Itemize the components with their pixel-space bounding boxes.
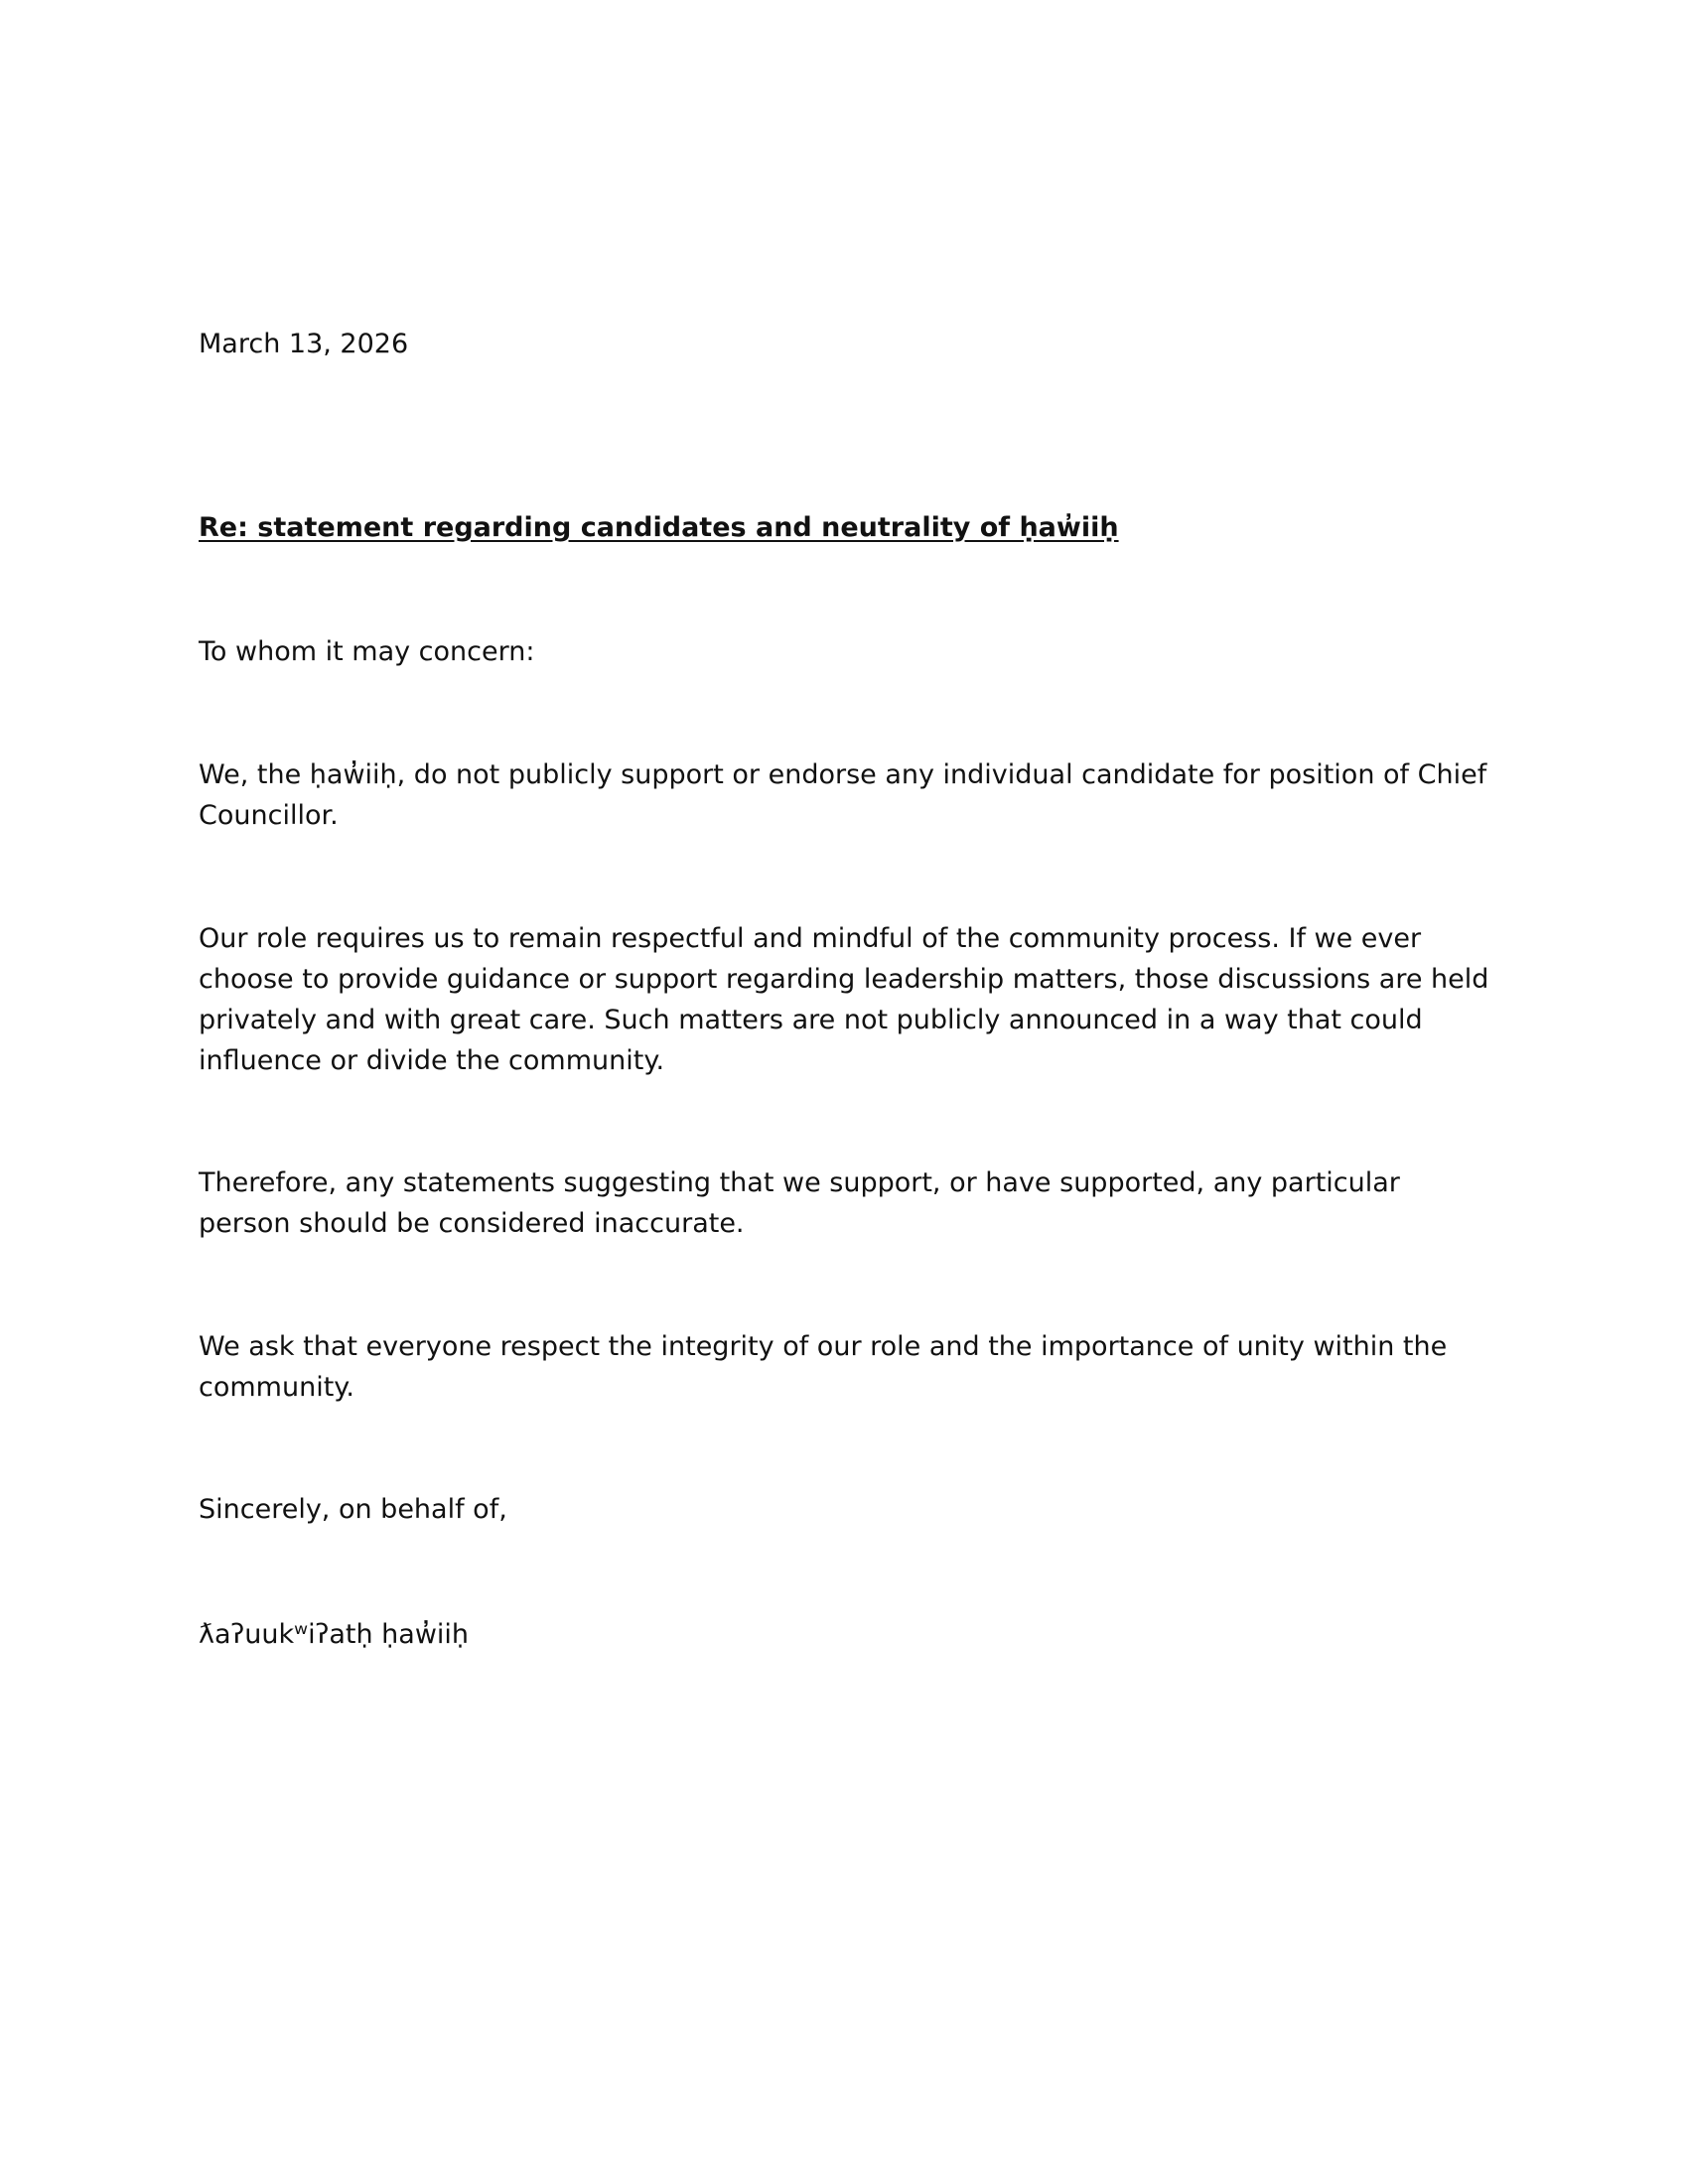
letter-paragraph: Our role requires us to remain respectful and mindful of the community process. If we ever choose to provide guidance or support regarding leadership matters, those discussions are held privately and with great care. Such matters are not publicly announced in a way that could influence or divide the community. (199, 923, 1489, 1076)
letter-paragraph: We, the ḥaw̓iiḥ, do not publicly support or endorse any individual candidate for position of Chief Councillor. (199, 759, 1487, 831)
letter-signature: ƛaʔuukʷiʔatḥ ḥaw̓iiḥ (199, 1619, 470, 1650)
letter-paragraph: Therefore, any statements suggesting that we support, or have supported, any particular person should be considered inaccurate. (199, 1167, 1400, 1239)
letter-paragraph: We ask that everyone respect the integrity of our role and the importance of unity within the community. (199, 1331, 1448, 1403)
letter-closing: Sincerely, on behalf of, (199, 1494, 507, 1525)
letter-subject: Re: statement regarding candidates and neutrality of ḥaw̓iiḥ (199, 512, 1119, 543)
letter-date: March 13, 2026 (199, 329, 409, 359)
letter-salutation: To whom it may concern: (199, 636, 535, 667)
